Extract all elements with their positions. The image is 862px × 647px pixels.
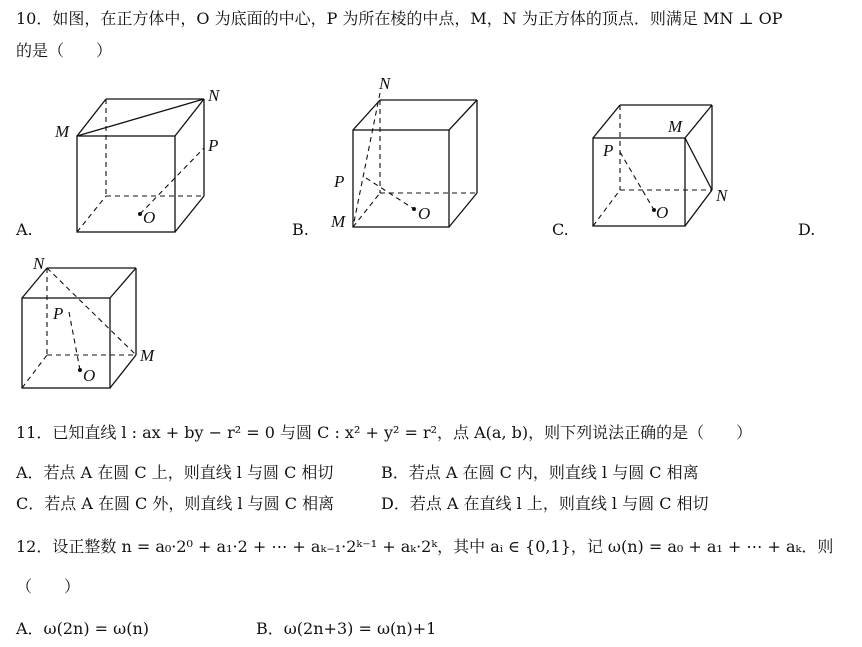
q10-b-label-n: N: [379, 74, 391, 93]
q10-d-label-n: N: [33, 254, 45, 273]
q10-stem-line1: 10．如图，在正方体中，O 为底面的中心，P 为所在棱的中点，M，N 为正方体的顶点．则满足 MN ⊥ OP: [16, 9, 783, 28]
q10-a-label-p: P: [208, 136, 219, 155]
q10-d-label-m: M: [140, 346, 155, 365]
q12-stem: 12．设正整数 n = a₀·2⁰ + a₁·2 + ⋯ + aₖ₋₁·2ᵏ⁻¹ + aₖ·2ᵏ，其中 aᵢ ∈ {0,1}，记 ω(n) = a₀ + a₁ + ⋯ + aₖ．则: [16, 537, 834, 556]
q10-option-c-label: C.: [552, 220, 569, 239]
q11-option-c: C．若点 A 在圆 C 外，则直线 l 与圆 C 相离: [16, 494, 335, 513]
q10-c-label-o: O: [656, 203, 669, 222]
q11-stem: 11．已知直线 l : ax + by − r² = 0 与圆 C : x² + y² = r²，点 A(a, b)，则下列说法正确的是（ ）: [16, 423, 753, 442]
q10-option-b-label: B.: [292, 220, 309, 239]
q11-option-b: B．若点 A 在圆 C 内，则直线 l 与圆 C 相离: [381, 463, 699, 482]
q10-d-label-o: O: [83, 366, 96, 385]
q12-paren: （ ）: [16, 577, 81, 596]
q10-d-label-p: P: [53, 304, 64, 323]
q10-b-label-m: M: [331, 212, 346, 231]
q10-a-label-m: M: [55, 122, 70, 141]
q11-option-d: D．若点 A 在直线 l 上，则直线 l 与圆 C 相切: [381, 494, 709, 513]
q10-a-label-o: O: [143, 208, 156, 227]
q10-option-a-label: A.: [16, 220, 33, 239]
q10-option-d-label: D.: [798, 220, 816, 239]
q10-c-label-n: N: [716, 186, 728, 205]
q12-option-a: A．ω(2n) = ω(n): [16, 619, 149, 638]
q10-b-label-o: O: [418, 204, 431, 223]
q10-c-label-m: M: [668, 117, 683, 136]
q11-option-a: A．若点 A 在圆 C 上，则直线 l 与圆 C 相切: [16, 463, 334, 482]
q10-b-label-p: P: [334, 172, 345, 191]
q10-stem-line2: 的是（ ）: [16, 41, 113, 60]
q12-option-b: B．ω(2n+3) = ω(n)+1: [256, 619, 437, 638]
q10-c-label-p: P: [603, 141, 614, 160]
q10-a-label-n: N: [208, 86, 220, 105]
